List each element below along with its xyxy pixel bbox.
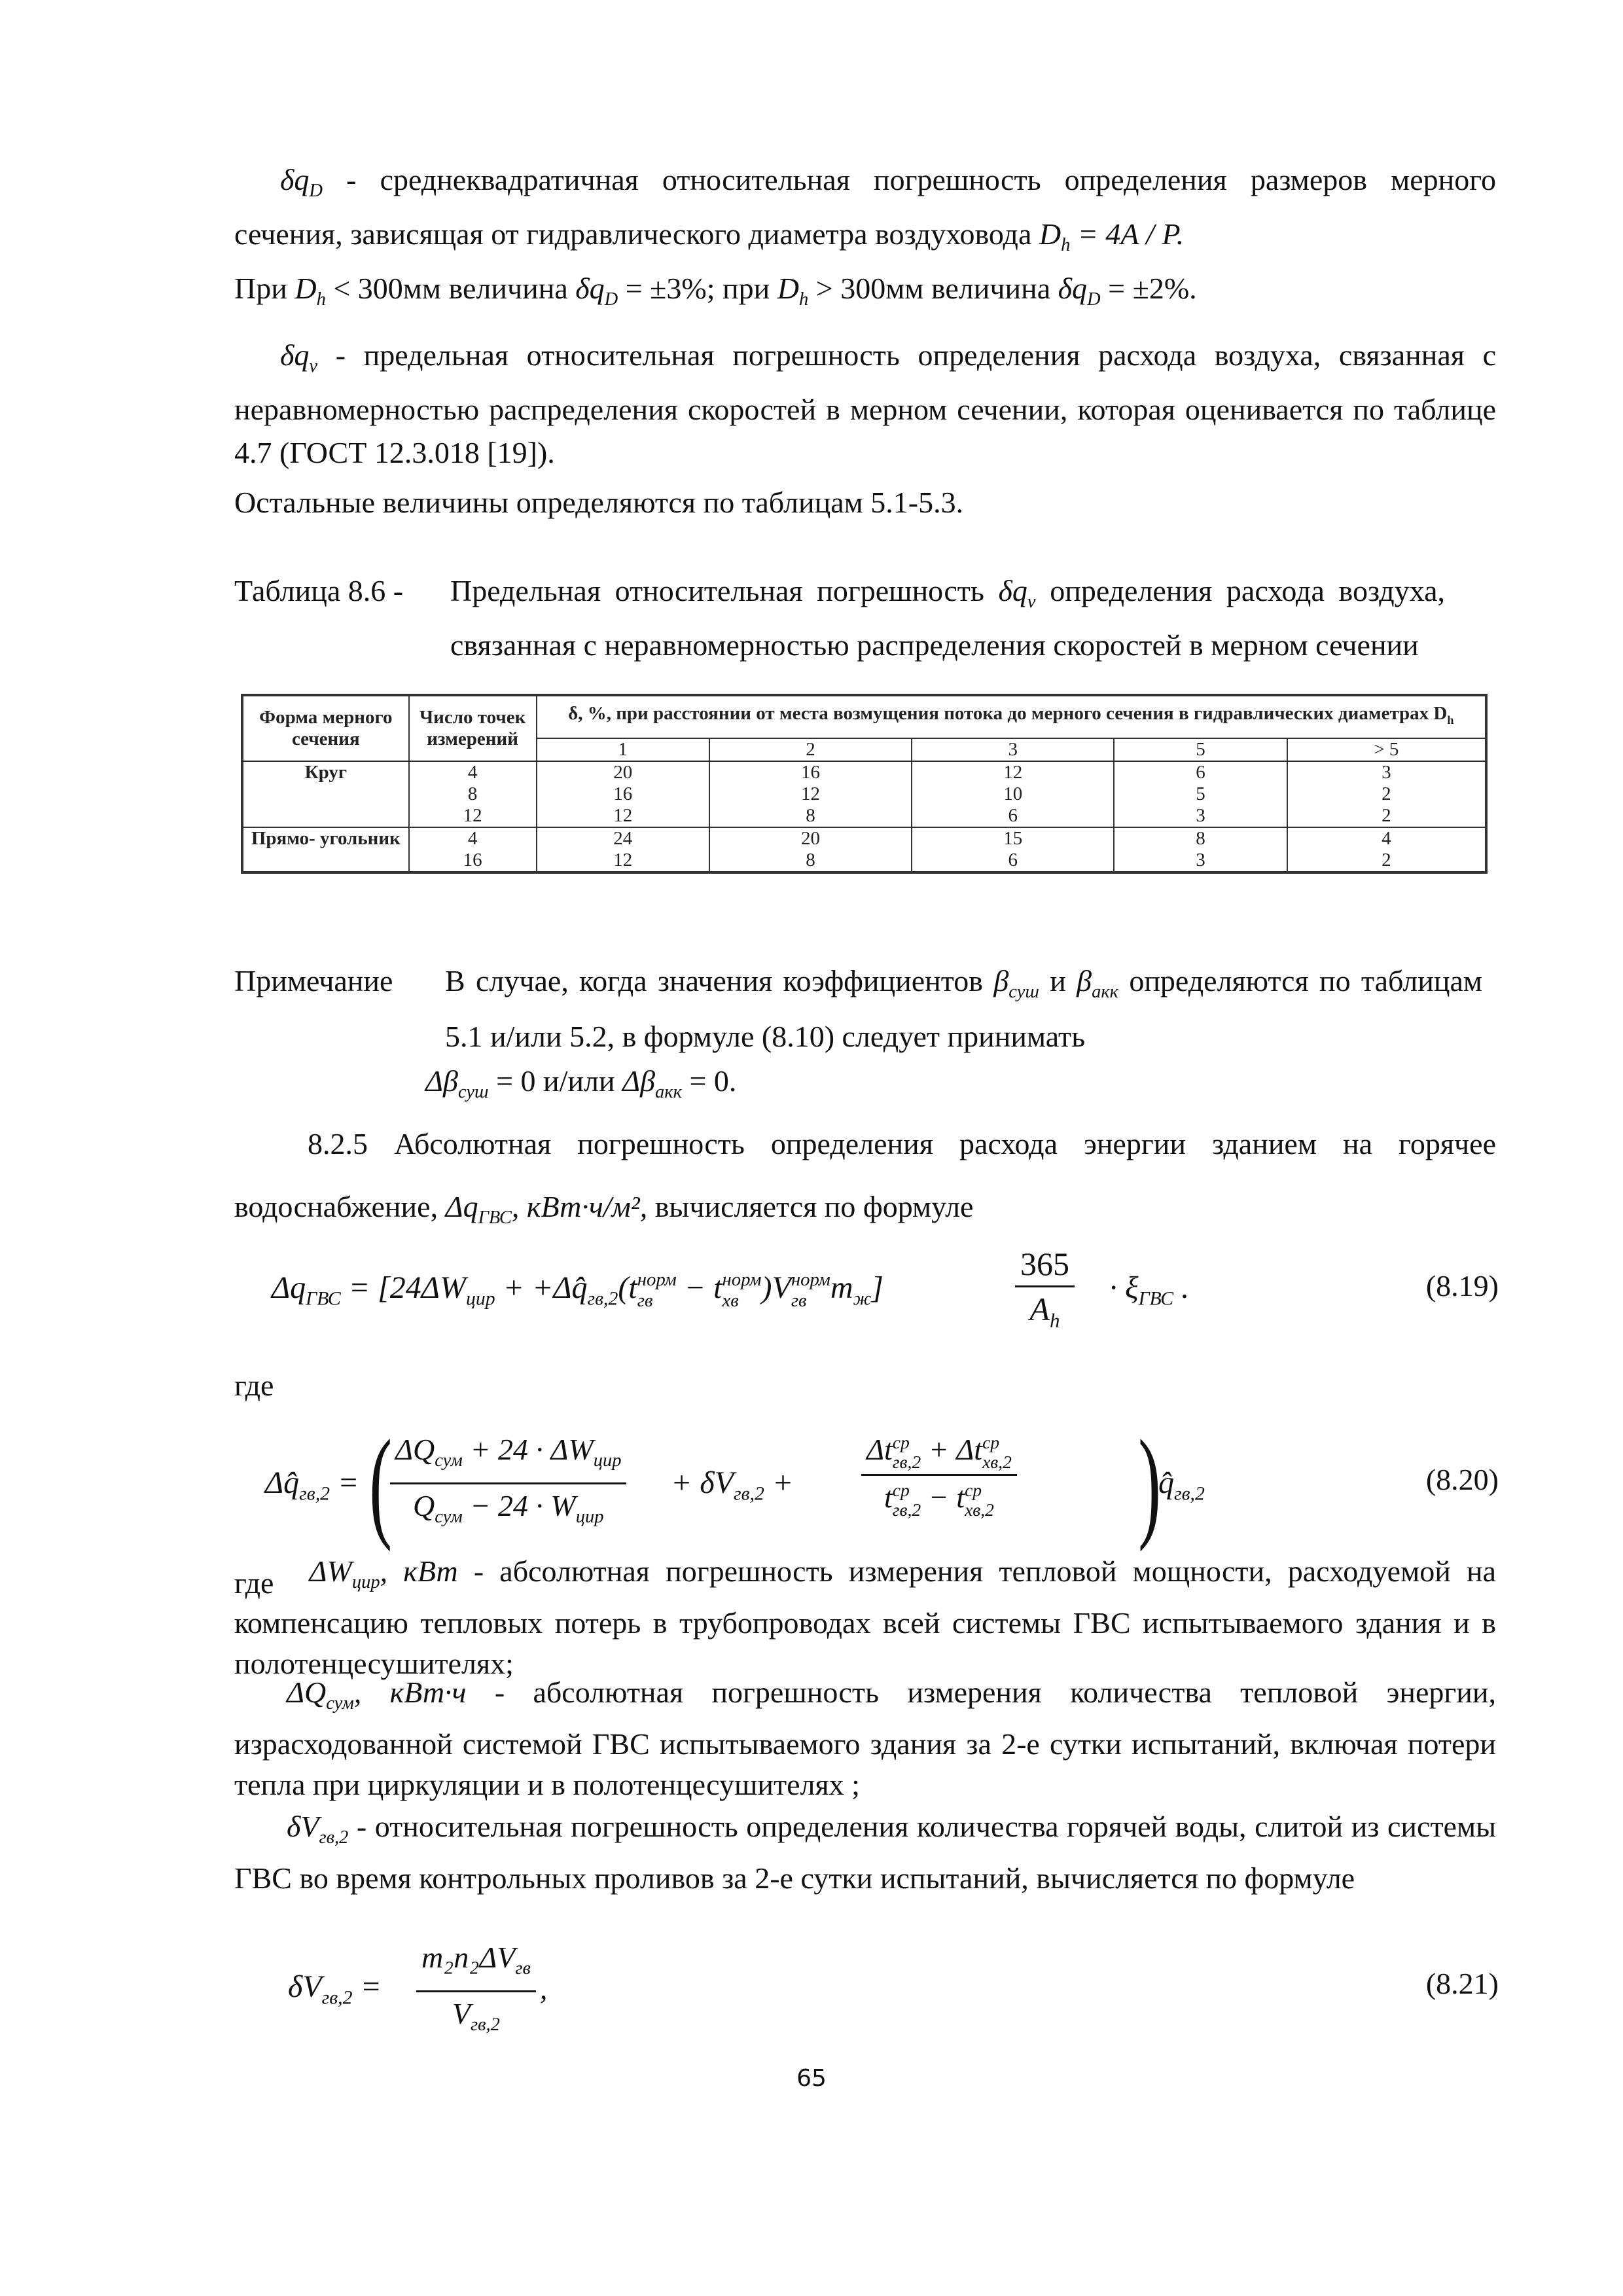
table-cell: 6: [912, 805, 1114, 827]
paragraph-delta-qd: $\delta q_D$ - среднеквадратичная относительная погрешность определения размеров мерного сечения, зависящая от гидравлического диаметра воздуховода $D_h = 4A / P$. При $D_h < 300мм$ величина $\delta q_D = \pm 3\%$; при $D_h > 300мм$ величина $\delta q_D = \pm 2\%$.: [234, 163, 1496, 310]
table-cell: 3: [1114, 850, 1287, 872]
cell-form: Круг: [242, 761, 409, 827]
header-form: Форма мерного сечения: [242, 695, 409, 761]
equation-8-20: $\Delta q̂_{гв,2}$ = ( $\frac{\Delta Q_{сум} + 24 \cdot \Delta W_{цир}}{Q_{сум} - 24 \cdot W_{цир}}$ + $\delta V_{гв,2}$ + Δt ср гв,2 + Δt ср хв,2 t ср гв,2 − t ср хв,2 ) $q̂_{гв,2}$ (8.20): [265, 1415, 1499, 1552]
header-points: Число точек измерений: [409, 695, 537, 761]
table-cell: 16: [709, 761, 912, 783]
table-cell: 8: [1114, 827, 1287, 850]
table-row: [242, 805, 1486, 827]
table-cell: 3: [1114, 805, 1287, 827]
table-cell: 10: [912, 783, 1114, 805]
table-row: [242, 827, 1486, 850]
table-cell: 2: [1287, 783, 1486, 805]
table-cell: 15: [912, 827, 1114, 850]
section-8-2-5: 8.2.5 Абсолютная погрешность определения расхода энергии зданием на горячее водоснабжение, $\Delta q_{ГВС}$, кВт·ч/м², вычисляется по формуле: [234, 1127, 1496, 1229]
header-distance: 5: [1114, 738, 1287, 761]
page-number: 65: [796, 2065, 827, 2092]
where-label-1: где: [234, 1369, 274, 1402]
paragraph-delta-qv: $\delta q_v$ - предельная относительная погрешность определения расхода воздуха, связанная с неравномерностью распределения скоростей в мерном сечении, которая оценивается по таблице 4.7 (ГОСТ 12.3.018 [19]).: [234, 338, 1496, 470]
table-cell: 20: [709, 827, 912, 850]
table-cell: 8: [709, 805, 912, 827]
table-cell: 8: [409, 783, 537, 805]
equation-number-8-20: (8.20): [1425, 1463, 1499, 1496]
table-cell: 12: [912, 761, 1114, 783]
header-delta: δ, %, при расстоянии от места возмущения потока до мерного сечения в гидравлических диаметрах $D_h$: [537, 695, 1487, 738]
table-cell: 16: [409, 850, 537, 872]
table-caption-label: Таблица 8.6 -: [234, 574, 404, 607]
header-distance: 3: [912, 738, 1114, 761]
error-table: [241, 694, 1488, 874]
symbol-delta-qv: $\delta q_v$: [280, 338, 318, 377]
fraction-t: Δt ср гв,2 + Δt ср хв,2 t ср гв,2 − t ср хв,2: [861, 1429, 1017, 1520]
table-cell: 5: [1114, 783, 1287, 805]
definition-delta-w-cir: где $\Delta W_{цир}$, кВт - абсолютная погрешность измерения тепловой мощности, расходуемой на компенсацию тепловых потерь в трубопроводах всей системы ГВС испытываемого здания и в полотенцесушителях;: [234, 1554, 1497, 1681]
definition-delta-v-gv: $\delta V_{гв,2}$ - относительная погрешность определения количества горячей воды, слитой из системы ГВС во время контрольных проливов за 2-е сутки испытаний, вычисляется по формуле: [234, 1810, 1496, 1895]
fraction-365-ah: $\frac{365}{A_h}$: [1015, 1244, 1075, 1341]
table-cell: 20: [537, 761, 709, 783]
header-distance: 1: [537, 738, 709, 761]
table-row: [242, 761, 1486, 783]
equation-8-21: $\delta V_{гв,2}$ = $\frac{m_2n_2\Delta V_{гв}}{V_{гв,2}}$ , (8.21): [288, 1937, 1499, 2042]
table-row: [242, 783, 1486, 805]
definition-delta-q-sum: $\Delta Q_{сум}$, кВт·ч - абсолютная погрешность измерения количества тепловой энергии, израсходованной системой ГВС испытываемого здания за 2-е сутки испытаний, включая потери тепла при циркуляции и в полотенцесушителях ;: [234, 1676, 1497, 1802]
table-cell: 3: [1287, 761, 1486, 783]
table-cell: 6: [1114, 761, 1287, 783]
table-caption-text: Предельная относительная погрешность $\delta q_v$ определения расхода воздуха, связанная с неравномерностью распределения скоростей в мерном сечении: [450, 574, 1445, 662]
header-distance: 2: [709, 738, 912, 761]
cell-form: Прямо- угольник: [242, 827, 409, 872]
equation-number-8-19: (8.19): [1425, 1269, 1499, 1302]
note-text: В случае, когда значения коэффициентов $\beta_{суш}$ и $\beta_{акк}$ определяются по таблицам 5.1 и/или 5.2, в формуле (8.10) следует принимать $\Delta\beta_{суш} = 0$ и/или $\Delta\beta_{акк} = 0$.: [425, 964, 1482, 1103]
table-caption: [234, 569, 1497, 667]
table-cell: 4: [409, 761, 537, 783]
note-label: Примечание: [234, 964, 393, 997]
table-cell: 4: [1287, 827, 1486, 850]
note: [234, 959, 1497, 1115]
symbol-delta-qd: $\delta q_D$: [280, 163, 323, 202]
table-cell: 2: [1287, 805, 1486, 827]
table-cell: 4: [409, 827, 537, 850]
table-cell: 12: [537, 850, 709, 872]
table-cell: 12: [409, 805, 537, 827]
table-cell: 6: [912, 850, 1114, 872]
table-cell: 8: [709, 850, 912, 872]
equation-8-19: $\Delta q_{ГВС} = [24\Delta W_{цир}$ + $+\Delta q̂_{гв,2}(t$ норм гв − t норм хв )V норм гв $m_ж$] $\frac{365}{A_h}$ · $\xi_{ГВС}$ . (8.19): [272, 1244, 1499, 1342]
table-cell: 12: [709, 783, 912, 805]
table-cell: 16: [537, 783, 709, 805]
table-cell: 12: [537, 805, 709, 827]
table-row: [242, 850, 1486, 872]
fraction-dv: $\frac{m_2n_2\Delta V_{гв}}{V_{гв,2}}$: [416, 1937, 536, 2045]
paragraph-other-values: Остальные величины определяются по таблицам 5.1-5.3.: [234, 486, 964, 519]
fraction-q-sum: $\frac{\Delta Q_{сум} + 24 \cdot \Delta W_{цир}}{Q_{сум} - 24 \cdot W_{цир}}$: [390, 1429, 626, 1537]
equation-number-8-21: (8.21): [1425, 1967, 1499, 2000]
header-distance: > 5: [1287, 738, 1486, 761]
table-cell: 24: [537, 827, 709, 850]
table-cell: 2: [1287, 850, 1486, 872]
